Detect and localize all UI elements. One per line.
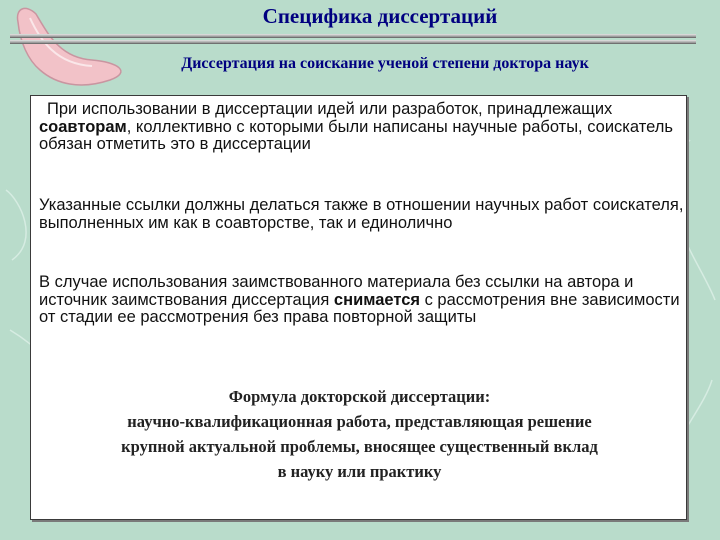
paragraph-coauthors (39, 101, 687, 154)
paragraph-1-bold-term: соавторам (39, 117, 127, 136)
formula-line: крупной актуальной проблемы, вносящее существенный вклад (121, 437, 598, 456)
paragraph-borrowed-material (39, 274, 687, 327)
formula-line: в науку или практику (277, 462, 442, 481)
formula-heading: Формула докторской диссертации: (228, 387, 491, 406)
divider-rail-top (10, 34, 696, 38)
formula-line: научно-квалификационная работа, представляющая решение (127, 412, 592, 431)
formula-block (31, 384, 688, 484)
paragraph-1-text-start: При использовании в диссертации идей или разработок, принадлежащих (47, 100, 613, 118)
content-panel (30, 95, 687, 520)
slide-subtitle: Диссертация на соискание ученой степени доктора наук (181, 55, 589, 72)
paragraph-3-text-start: В случае использования заимствованного материала без ссылки на автора и источник заимствования диссертация (39, 273, 634, 309)
paragraph-references: Указанные ссылки должны делаться также в отношении научных работ соискателя, выполненных им как в соавторстве, так и единолично (39, 196, 684, 232)
paragraph-3-text-end: с рассмотрения вне зависимости от стадии ее рассмотрения без права повторной защиты (39, 290, 680, 326)
paragraph-1-text-end: , коллективно с которыми были написаны научные работы, соискатель обязан отметить это в диссертации (39, 117, 673, 153)
paragraph-3-bold-term: снимается (333, 290, 420, 309)
slide-title: Специфика диссертаций (262, 4, 498, 28)
divider-rail-bottom (10, 40, 696, 44)
